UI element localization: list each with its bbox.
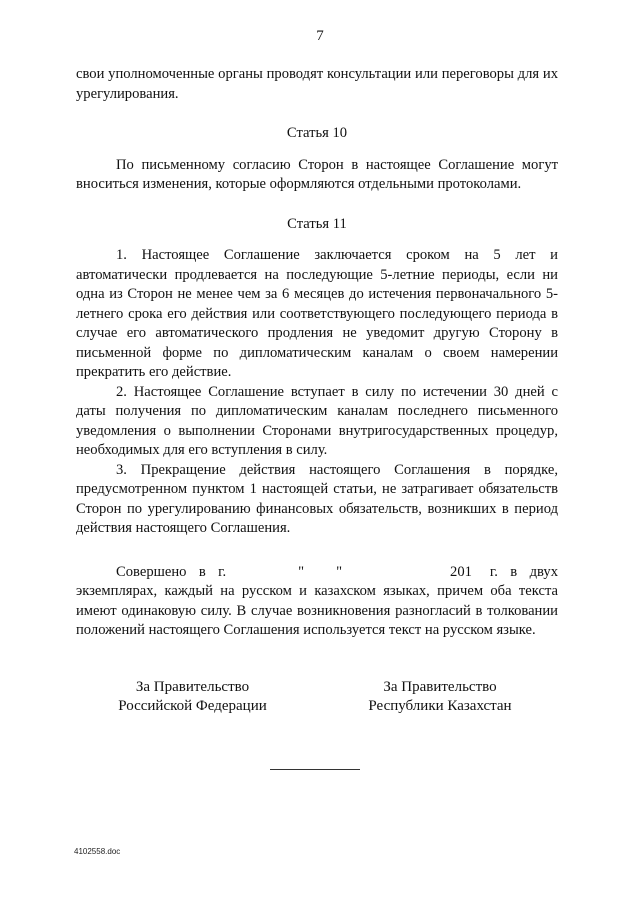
- signature-russia-line2: Российской Федерации: [118, 698, 267, 714]
- signature-russia-line1: За Правительство: [135, 679, 250, 695]
- year-text: 201: [450, 563, 472, 580]
- article-11-title: Статья 11: [287, 215, 347, 232]
- signature-kazakhstan: [355, 678, 525, 716]
- article-11-paragraph-3: 3. Прекращение действия настоящего Соглашения в порядке, предусмотренном пунктом 1 настоящей статьи, не затрагивает обязательств Сторон по урегулированию финансовых обязательств, возникших в период действия настоящего Соглашения.: [76, 461, 558, 536]
- closing-paragraph: [76, 563, 558, 641]
- article-10-title: Статья 10: [286, 125, 348, 141]
- file-name: 4102558.doc: [74, 847, 121, 856]
- page-number: 7: [316, 28, 324, 44]
- signature-russia: [110, 678, 275, 716]
- end-divider: [270, 769, 360, 770]
- signature-kazakhstan-line1: За Правительство: [383, 679, 497, 695]
- closing-first-line-end: г. в двух: [489, 563, 558, 580]
- quote-open: ": [298, 563, 305, 580]
- done-in-text: Совершено в г.: [116, 563, 227, 580]
- document-body: [76, 65, 558, 641]
- article-11-paragraph-1: 1. Настоящее Соглашение заключается сроком на 5 лет и автоматически продлевается на последующие 5-летние периоды, если ни одна из Сторон не менее чем за 6 месяцев до истечения первоначального 5-летнего срока его действия или соответствующего последующего периода в случае его автоматического продления не уведомит другую Сторону в письменной форме по дипломатическим каналам о своем намерении прекратить его действие.: [76, 247, 558, 380]
- closing-rest: экземплярах, каждый на русском и казахском языках, причем оба текста имеют одинаковую силу. В случае возникновения разногласий в толковании положений настоящего Соглашения используется текст на русском языке.: [76, 583, 558, 638]
- signature-kazakhstan-line2: Республики Казахстан: [368, 698, 512, 714]
- article-11-paragraph-2: 2. Настоящее Соглашение вступает в силу по истечении 30 дней с даты получения по дипломатическим каналам последнего письменного уведомления о выполнении Сторонами внутригосударственных процедур, необходимых для его вступления в силу.: [76, 383, 558, 458]
- article-10-text: По письменному согласию Сторон в настоящее Соглашение могут вноситься изменения, которые оформляются отдельными протоколами.: [76, 156, 558, 192]
- continuation-paragraph: свои уполномоченные органы проводят консультации или переговоры для их урегулирования.: [76, 66, 558, 102]
- quote-close: ": [336, 563, 343, 580]
